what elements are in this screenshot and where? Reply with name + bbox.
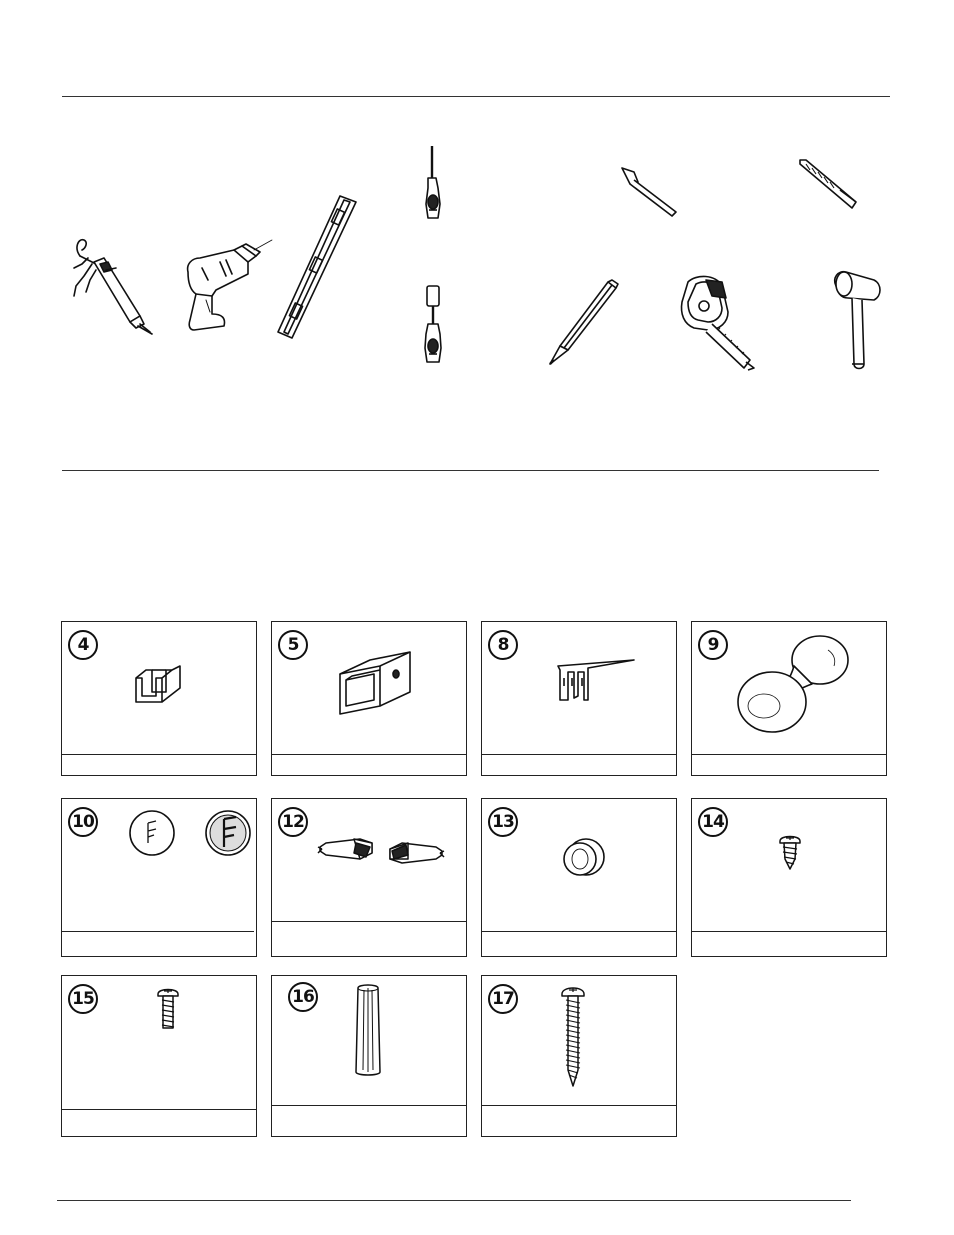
part-label-strip [482,754,676,775]
wall-anchor-icon [352,982,384,1078]
u-channel-clip-icon [132,658,192,708]
square-bracket-block-icon [334,644,416,720]
power-drill-icon [182,236,276,336]
part-number-16: 16 [288,982,318,1012]
part-label-strip [62,754,256,775]
part-label-strip [692,931,886,956]
part-number-4: 4 [68,630,98,660]
twist-drill-bit-icon [796,156,862,210]
part-number-17: 17 [488,984,518,1014]
machine-screw-icon [156,986,180,1032]
part-label-strip [692,754,886,775]
part-label-strip [482,1105,676,1136]
bumper-cap-icon [558,835,608,881]
part-label-strip [272,1105,466,1136]
part-card-15 [61,975,257,1137]
bottom-rule [57,1200,851,1201]
part-number-13: 13 [488,807,518,837]
part-card-5 [271,621,467,776]
part-card-4 [61,621,257,776]
seal-profile-icon [554,656,638,704]
part-label-strip [62,1109,256,1136]
caulking-gun-icon [66,234,158,336]
plug-insert-icon [120,805,254,857]
part-label-strip [272,754,466,775]
part-card-16 [271,975,467,1137]
part-number-12: 12 [278,807,308,837]
part-number-15: 15 [68,984,98,1014]
part-label-strip [482,931,676,956]
pencil-icon [546,278,620,368]
spirit-level-icon [274,192,360,342]
nut-driver-icon [420,284,446,366]
tape-measure-icon [676,272,760,372]
part-label-strip [272,921,466,956]
phillips-screwdriver-icon [420,144,446,224]
magnetic-seal-strip-icon [316,829,446,873]
part-card-13 [481,798,677,957]
part-card-17 [481,975,677,1137]
part-number-9: 9 [698,630,728,660]
part-card-10 [61,798,257,957]
part-card-8 [481,621,677,776]
short-screw-icon [778,833,802,871]
top-rule [62,96,890,97]
long-screw-icon [560,984,586,1090]
part-number-10: 10 [68,807,98,837]
middle-rule [62,470,879,471]
part-number-5: 5 [278,630,308,660]
part-card-12 [271,798,467,957]
part-number-8: 8 [488,630,518,660]
part-card-9 [691,621,887,776]
part-label-strip [62,931,254,956]
masonry-drill-bit-icon [618,164,682,218]
rubber-mallet-icon [830,268,886,378]
door-knob-icon [734,630,854,742]
part-card-14 [691,798,887,957]
part-number-14: 14 [698,807,728,837]
